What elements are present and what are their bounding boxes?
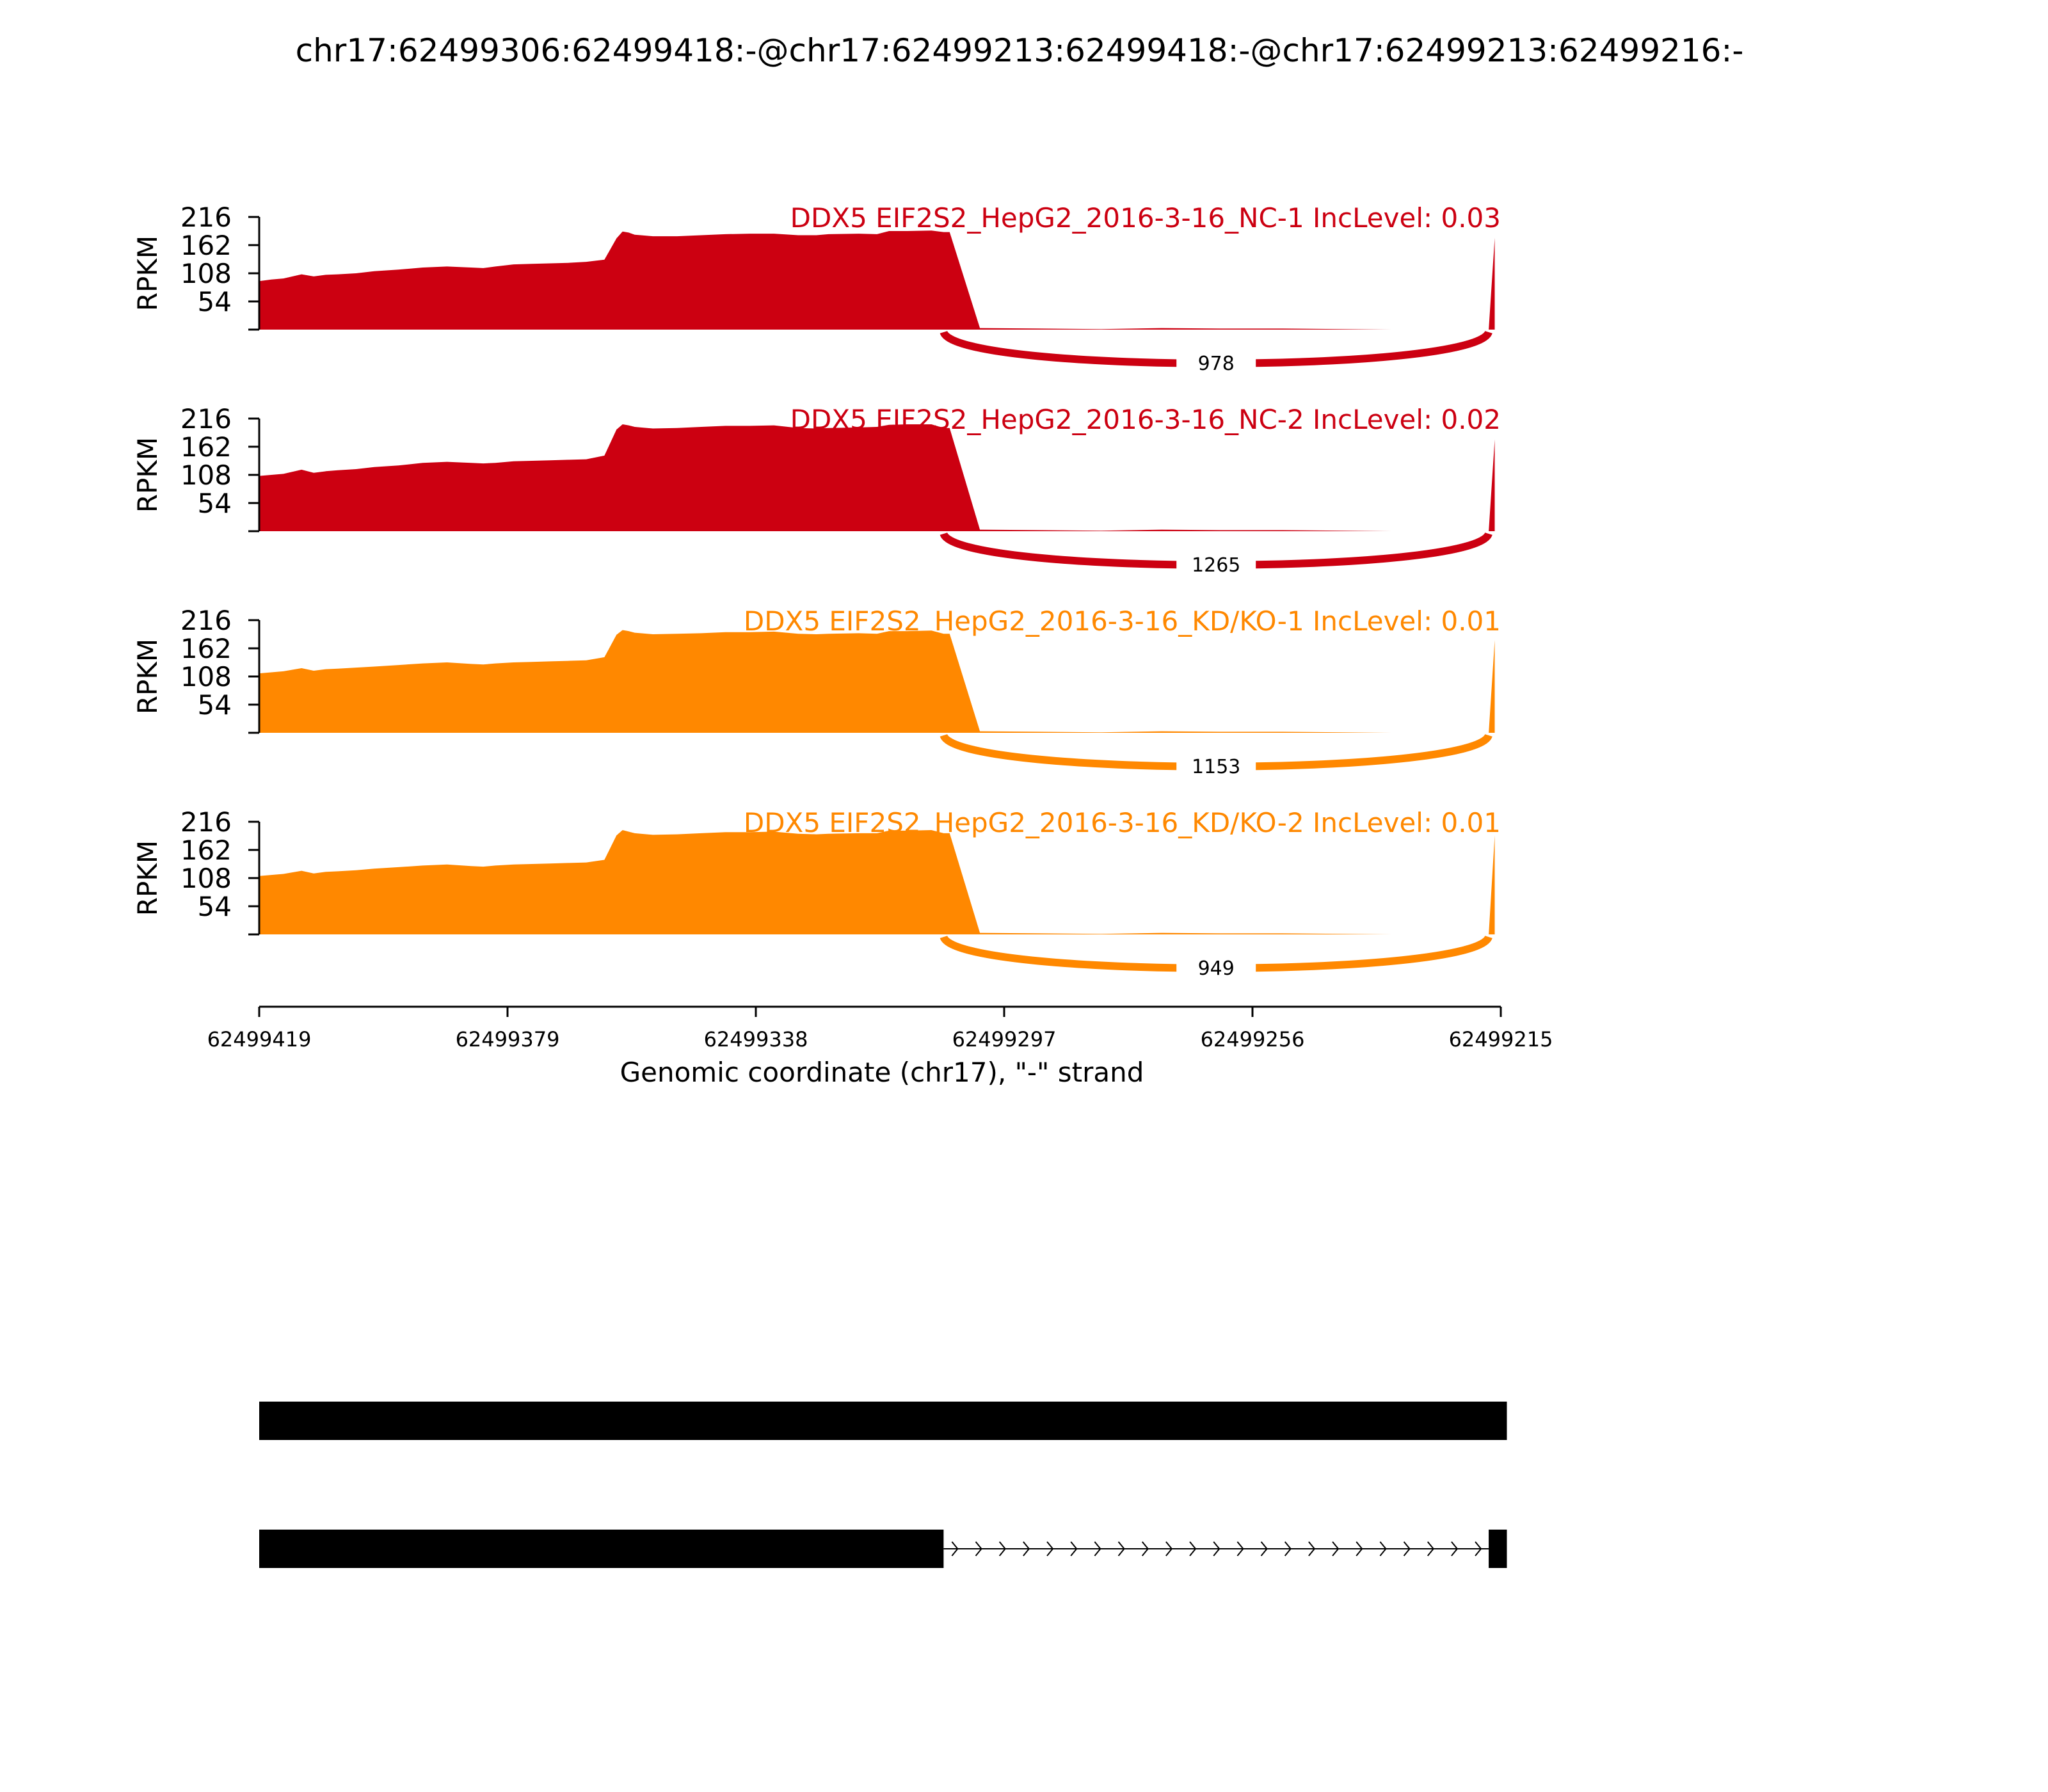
track-label: DDX5 EIF2S2_HepG2_2016-3-16_KD/KO-1 IncLevel: 0.01: [743, 605, 1501, 637]
y-tick-label: 108: [180, 460, 232, 491]
isoform-models: [259, 1402, 1507, 1568]
y-axis: [180, 403, 259, 531]
y-tick-label: 54: [197, 689, 232, 721]
exon-block: [1489, 1530, 1507, 1568]
x-tick-label: 62499379: [455, 1027, 560, 1052]
isoform-2: [259, 1530, 1507, 1568]
x-axis-label: Genomic coordinate (chr17), "-" strand: [620, 1057, 1144, 1088]
y-tick-label: 54: [197, 286, 232, 317]
exon-block: [259, 1402, 1507, 1440]
y-tick-label: 54: [197, 488, 232, 519]
exon-block: [259, 1530, 943, 1568]
isoform-1: [259, 1402, 1507, 1440]
coverage-area: [259, 630, 1495, 733]
x-tick-label: 62499419: [207, 1027, 312, 1052]
y-tick-label: 54: [197, 891, 232, 922]
y-tick-label: 162: [180, 633, 232, 664]
y-axis-label: RPKM: [132, 840, 163, 916]
x-tick-label: 62499256: [1200, 1027, 1305, 1052]
x-axis: [207, 1007, 1553, 1052]
x-tick-label: 62499297: [952, 1027, 1057, 1052]
y-tick-label: 216: [180, 605, 232, 636]
coverage-area: [259, 830, 1495, 934]
track-3: [132, 605, 1501, 779]
y-axis-label: RPKM: [132, 436, 163, 513]
y-tick-label: 162: [180, 835, 232, 866]
y-tick-label: 108: [180, 863, 232, 894]
chart-title: chr17:62499306:62499418:-@chr17:62499213:62499418:-@chr17:62499213:62499216:-: [295, 32, 1744, 69]
track-2: [132, 403, 1501, 577]
y-tick-label: 216: [180, 202, 232, 233]
coverage-area: [259, 424, 1495, 531]
y-axis-label: RPKM: [132, 235, 163, 312]
coverage-area: [259, 230, 1495, 330]
track-label: DDX5 EIF2S2_HepG2_2016-3-16_NC-1 IncLevel: 0.03: [790, 202, 1501, 234]
y-axis: [180, 806, 259, 934]
junction-count: 1153: [1192, 756, 1241, 778]
y-axis: [180, 605, 259, 733]
y-axis: [180, 202, 259, 330]
track-1: [132, 202, 1501, 376]
coverage-tracks: [132, 202, 1501, 980]
track-label: DDX5 EIF2S2_HepG2_2016-3-16_NC-2 IncLevel: 0.02: [790, 404, 1501, 435]
x-tick-label: 62499338: [703, 1027, 808, 1052]
y-tick-label: 108: [180, 661, 232, 692]
junction-count: 1265: [1192, 554, 1241, 577]
track-4: [132, 806, 1501, 980]
y-tick-label: 108: [180, 258, 232, 289]
x-tick-label: 62499215: [1448, 1027, 1553, 1052]
y-tick-label: 216: [180, 806, 232, 838]
junction-count: 949: [1197, 957, 1235, 980]
y-tick-label: 216: [180, 403, 232, 435]
y-tick-label: 162: [180, 431, 232, 463]
y-tick-label: 162: [180, 230, 232, 261]
junction-count: 978: [1197, 353, 1235, 375]
track-label: DDX5 EIF2S2_HepG2_2016-3-16_KD/KO-2 IncLevel: 0.01: [743, 807, 1501, 838]
y-axis-label: RPKM: [132, 638, 163, 715]
